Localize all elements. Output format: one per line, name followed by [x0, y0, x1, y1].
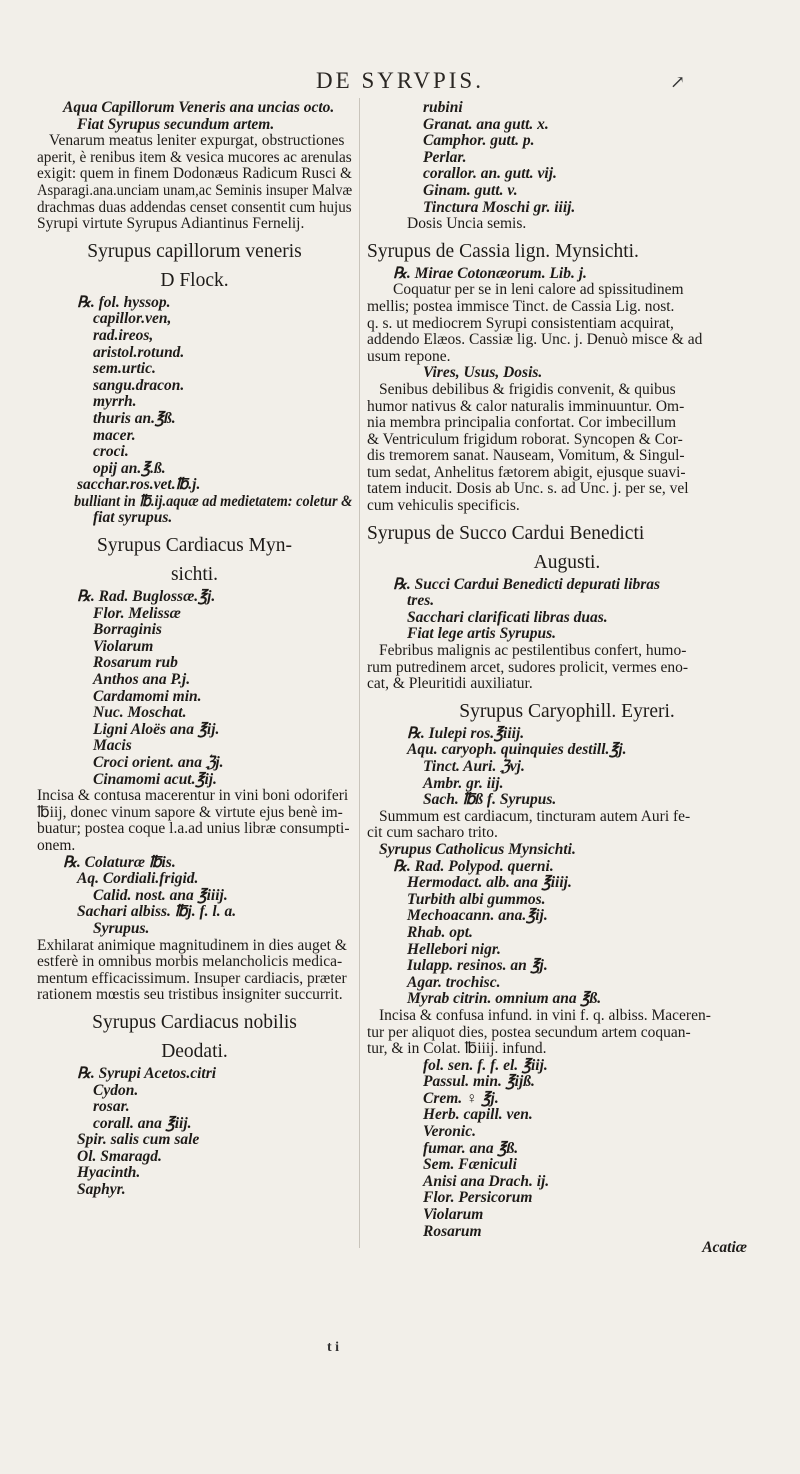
text-line: sem.urtic. — [93, 360, 156, 378]
text-line: Febribus malignis ac pestilentibus confert, humo- — [379, 642, 687, 660]
text-line: & Ventriculum frigidum roborat. Syncopen & Cor- — [367, 430, 683, 448]
text-line: opij an.℥.ß. — [93, 459, 166, 477]
text-line: Sacchari clarificati libras duas. — [407, 608, 608, 626]
text-line: Asparagi.ana.unciam unam,ac Seminis insuper Malvæ — [37, 181, 353, 199]
text-line: Agar. trochisc. — [407, 973, 501, 991]
section-heading: Augusti. — [533, 551, 601, 573]
text-line: Fiat lege artis Syrupus. — [407, 625, 556, 643]
text-line: Syrupus Catholicus Mynsichti. — [379, 840, 576, 858]
text-line: mellis; postea immisce Tinct. de Cassia Lig. nost. — [367, 297, 675, 315]
text-line: aristol.rotund. — [93, 343, 185, 361]
text-line: ℞. Mirae Cotonæorum. Lib. j. — [393, 264, 587, 282]
text-line: fiat syrupus. — [93, 509, 173, 527]
text-line: rationem mœstis seu tristibus insigniter succurrit. — [37, 986, 343, 1004]
text-line: Syrupi virtute Syrupus Adiantinus Fernelij. — [37, 215, 305, 233]
text-line: rubini — [423, 99, 463, 116]
section-heading: sichti. — [170, 564, 219, 586]
text-line: Ligni Aloës ana ℥ij. — [93, 720, 220, 738]
text-line: corallor. an. gutt. vij. — [423, 165, 557, 183]
text-line: Veronic. — [423, 1123, 476, 1141]
text-line: mentum efficacissimum. Insuper cardiacis, præter — [37, 969, 347, 987]
text-line: Calid. nost. ana ℥iiij. — [93, 886, 228, 904]
left-column — [37, 100, 352, 1199]
text-line: ℞. Syrupi Acetos.citri — [77, 1064, 217, 1082]
text-line: Ambr. gr. iij. — [423, 774, 504, 792]
corner-arrow-icon: ↗ — [670, 72, 686, 92]
text-line: Ol. Smaragd. — [77, 1147, 162, 1165]
text-line: Rhab. opt. — [407, 923, 473, 941]
text-line: Herb. capill. ven. — [423, 1106, 533, 1124]
section-heading: D Flock. — [160, 269, 229, 291]
text-line: Spir. salis cum sale — [77, 1131, 200, 1149]
text-line: humor nativus & calor naturalis imminuuntur. Om- — [367, 397, 685, 415]
text-line: thuris an.℥ß. — [93, 409, 176, 427]
text-line: estferè in omnibus morbis melancholicis medica- — [37, 953, 343, 971]
text-line: Cinamomi acut.℥ij. — [93, 770, 217, 788]
text-line: Sach. ℔ß f. Syrupus. — [423, 791, 557, 809]
section-heading: Syrupus Caryophill. Eyreri. — [459, 700, 675, 722]
text-line: Turbith albi gummos. — [407, 890, 546, 908]
text-line: addendo Elæos. Cassiæ lig. Unc. j. Denuò misce & ad — [367, 331, 703, 349]
text-line: Aqu. caryoph. quinquies destill.℥j. — [407, 741, 627, 759]
text-line: Hermodact. alb. ana ℥iiij. — [407, 874, 572, 892]
text-line: Croci orient. ana ℨj. — [93, 754, 224, 771]
running-head: DE SYRVPIS. — [316, 68, 484, 93]
column-divider — [359, 98, 360, 1248]
text-line: Violarum — [93, 637, 154, 655]
text-line: myrrh. — [93, 393, 137, 411]
text-line: Tinct. Auri. ℨvj. — [423, 758, 525, 775]
text-line: Macis — [93, 737, 132, 755]
text-line: nia membra principalia confortat. Cor imbecillum — [367, 414, 677, 432]
text-line: ℞. Rad. Polypod. querni. — [393, 857, 554, 875]
text-line: Sem. Fæniculi — [423, 1156, 517, 1174]
text-line: tur, & in Colat. ℔iiij. infund. — [367, 1040, 547, 1058]
text-line: Camphor. gutt. p. — [423, 132, 535, 150]
text-line: onem. — [37, 836, 76, 854]
text-line: tum sedat, Anhelitus fætorem abigit, ejusque suavi- — [367, 463, 686, 481]
text-line: Myrab citrin. omnium ana ℥ß. — [407, 990, 602, 1008]
text-line: Cydon. — [93, 1081, 139, 1099]
text-line: Tinctura Moschi gr. iiij. — [423, 198, 576, 216]
text-line: Hellebori nigr. — [407, 940, 501, 958]
right-column — [367, 100, 767, 1257]
text-line: Perlar. — [423, 148, 467, 166]
text-line: drachmas duas addendas censet consentit cum hujus — [37, 198, 352, 216]
text-line: croci. — [93, 443, 129, 461]
text-line: ℞. Rad. Buglossæ.℥j. — [77, 588, 216, 606]
text-line: macer. — [93, 426, 136, 444]
text-line: Fiat Syrupus secundum artem. — [77, 115, 275, 133]
text-line: Violarum — [423, 1206, 484, 1224]
text-line: tur per aliquot dies, postea secundum artem coquan- — [367, 1023, 691, 1041]
text-line: rum putredinem arcet, sudores prolicit, vermes eno- — [367, 658, 689, 676]
text-line: aperit, è renibus item & vesica mucores ac arenulas — [37, 148, 352, 166]
text-line: exigit: quem in finem Dodonæus Radicum Rusci & — [37, 165, 352, 183]
text-line: tres. — [407, 592, 435, 610]
text-line: tatem inducit. Dosis ab Unc. s. ad Unc. j. per se, vel — [367, 480, 689, 498]
text-line: Cardamomi min. — [93, 687, 202, 705]
text-line: ℞. Iulepi ros.℥iiij. — [407, 724, 525, 742]
text-line: ℞. fol. hyssop. — [77, 293, 171, 311]
text-line: Mechoacann. ana.℥ij. — [407, 907, 548, 925]
text-line: rosar. — [93, 1098, 130, 1116]
section-heading: Syrupus de Succo Cardui Benedicti — [367, 522, 645, 544]
section-heading: Syrupus Cardiacus Myn- — [97, 535, 292, 557]
text-line: Nuc. Moschat. — [93, 704, 187, 722]
text-line: Vires, Usus, Dosis. — [423, 364, 543, 382]
text-line: Rosarum rub — [93, 654, 178, 672]
signature-mark: t i — [327, 1340, 340, 1355]
text-line: sacchar.ros.vet.℔.j. — [77, 476, 201, 494]
text-line: Coquatur per se in leni calore ad spissitudinem — [393, 281, 684, 299]
text-line: Borraginis — [93, 621, 162, 639]
text-line: fol. sen. f. f. el. ℥iij. — [423, 1056, 548, 1074]
text-line: corall. ana ℥iij. — [93, 1114, 192, 1132]
text-line: Granat. ana gutt. x. — [423, 115, 549, 133]
section-heading: Deodati. — [161, 1040, 228, 1062]
section-heading: Syrupus capillorum veneris — [87, 240, 302, 262]
text-line: cit cum sacharo trito. — [367, 824, 498, 842]
text-line: bulliant in ℔.ij.aquæ ad medietatem: coletur & — [73, 492, 353, 510]
text-line: Venarum meatus leniter expurgat, obstructiones — [49, 132, 345, 150]
text-line: buatur; postea coque l.a.ad unius libræ consumpti- — [37, 820, 350, 838]
text-line: Summum est cardiacum, tincturam autem Auri fe- — [379, 807, 691, 825]
text-line: Sachari albiss. ℔j. f. l. a. — [77, 903, 237, 921]
text-line: Iulapp. resinos. an ℥j. — [407, 957, 548, 975]
text-line: ℔iij, donec vinum sapore & virtute ejus benè im- — [37, 803, 343, 821]
text-line: Ginam. gutt. v. — [423, 181, 518, 199]
text-line: Acatiæ — [702, 1239, 747, 1257]
text-line: Incisa & confusa infund. in vini f. q. albiss. Maceren- — [379, 1006, 711, 1024]
text-line: rad.ireos, — [93, 326, 154, 344]
text-line: Senibus debilibus & frigidis convenit, & quibus — [379, 380, 676, 398]
text-line: cum vehiculis specificis. — [367, 497, 520, 515]
text-line: capillor.ven, — [93, 310, 172, 328]
text-line: usum repone. — [367, 347, 451, 365]
text-line: Aq. Cordiali.frigid. — [77, 870, 199, 888]
text-line: Crem. ♀ ℥j. — [423, 1089, 499, 1107]
text-line: cat, & Pleuritidi auxiliatur. — [367, 675, 533, 693]
section-heading: Syrupus de Cassia lign. Mynsichti. — [367, 240, 639, 262]
text-line: ℞. Colaturæ ℔is. — [63, 853, 176, 871]
text-line: Passul. min. ℥ijß. — [423, 1073, 535, 1091]
text-line: sangu.dracon. — [93, 376, 185, 394]
text-line: Hyacinth. — [77, 1164, 141, 1182]
text-line: Incisa & contusa macerentur in vini boni odoriferi — [37, 787, 349, 805]
text-line: Exhilarat animique magnitudinem in dies auget & — [37, 936, 347, 954]
text-line: Flor. Persicorum — [423, 1189, 533, 1207]
text-line: Aqua Capillorum Veneris ana uncias octo. — [63, 99, 335, 116]
text-line: Syrupus. — [93, 919, 150, 937]
text-line: Anisi ana Drach. ij. — [423, 1172, 550, 1190]
text-line: Dosis Uncia semis. — [407, 215, 527, 233]
text-line: fumar. ana ℥ß. — [423, 1139, 519, 1157]
text-line: ℞. Succi Cardui Benedicti depurati libras — [393, 575, 661, 593]
section-heading: Syrupus Cardiacus nobilis — [92, 1011, 297, 1033]
text-line: Flor. Melissæ — [93, 604, 181, 622]
text-line: Saphyr. — [77, 1181, 126, 1199]
text-line: dis tremorem sanat. Nauseam, Vomitum, & Singul- — [367, 447, 685, 465]
text-line: Anthos ana P.j. — [93, 671, 191, 689]
text-line: q. s. ut mediocrem Syrupi consistentiam acquirat, — [367, 314, 674, 332]
text-line: Rosarum — [423, 1222, 482, 1240]
